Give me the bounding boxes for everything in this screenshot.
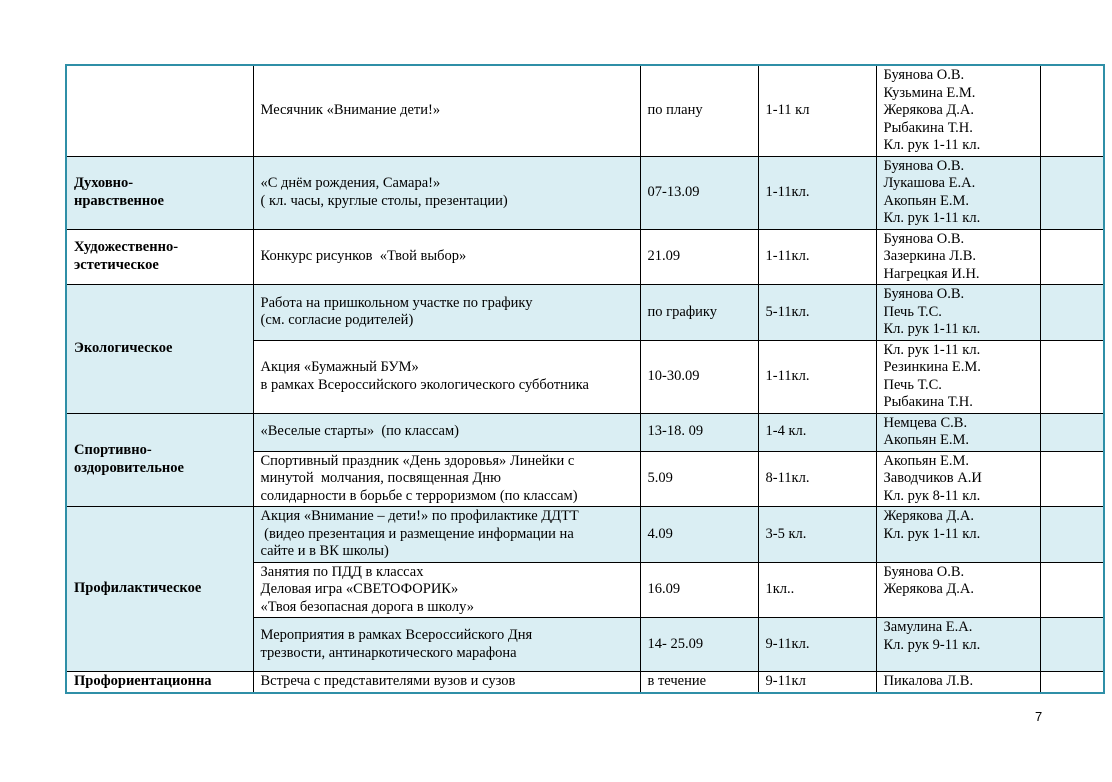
direction-cell: [66, 65, 253, 156]
responsible-cell-line: Жерякова Д.А.: [883, 508, 974, 524]
direction-cell: [66, 413, 253, 507]
direction-cell-line: Духовно-: [74, 175, 134, 191]
direction-cell-line: оздоровительное: [74, 459, 184, 476]
responsible-cell-line: Немцева С.В.: [883, 414, 968, 431]
responsible-cell-line: Жерякова Д.А.: [883, 581, 974, 597]
responsible-cell: [876, 672, 1040, 693]
event-cell: [253, 65, 640, 156]
responsible-cell-line: Кл. рук 8-11 кл.: [883, 487, 981, 504]
direction-cell-line: Спортивно-: [74, 442, 152, 459]
event-cell-line: Работа на пришкольном участке по графику: [260, 294, 533, 311]
responsible-cell-line: Акопьян Е.М.: [883, 452, 969, 469]
responsible-cell-line: Кл. рук 9-11 кл.: [883, 636, 981, 653]
empty-cell: [1040, 413, 1104, 451]
event-cell-line: «С днём рождения, Самара!»: [260, 175, 441, 191]
responsible-cell-line: Кл. рук 1-11 кл.: [883, 341, 981, 358]
empty-cell: [1040, 229, 1104, 285]
date-cell: 13-18. 09: [640, 413, 758, 451]
event-cell-line: Спортивный праздник «День здоровья» Линейки с: [260, 452, 575, 469]
date-cell: 16.09: [640, 562, 758, 618]
direction-cell-line: Художественно-: [74, 239, 179, 256]
table-row: [66, 156, 1104, 229]
responsible-cell: [876, 65, 1040, 156]
date-cell: 14- 25.09: [640, 618, 758, 672]
classes-cell: 3-5 кл.: [758, 507, 876, 563]
table-row: [66, 672, 1104, 693]
responsible-cell: [876, 229, 1040, 285]
direction-cell: [66, 229, 253, 285]
responsible-cell-line: Замулина Е.А.: [883, 619, 973, 635]
event-cell-line: Занятия по ПДД в классах: [260, 563, 424, 580]
responsible-cell-line: Акопьян Е.М.: [883, 192, 969, 209]
responsible-cell: [876, 340, 1040, 413]
event-cell: [253, 285, 640, 341]
responsible-cell-line: Буянова О.В.: [883, 67, 965, 83]
empty-cell: [1040, 618, 1104, 672]
date-cell: по графику: [640, 285, 758, 341]
classes-cell: 1-11 кл: [758, 65, 876, 156]
event-cell: [253, 451, 640, 507]
table-row: [66, 229, 1104, 285]
date-cell: 10-30.09: [640, 340, 758, 413]
responsible-cell-line: Кл. рук 1-11 кл.: [883, 525, 981, 542]
event-cell-line: ( кл. часы, круглые столы, презентации): [260, 192, 508, 209]
classes-cell: 9-11кл.: [758, 618, 876, 672]
classes-cell: 5-11кл.: [758, 285, 876, 341]
empty-cell: [1040, 156, 1104, 229]
empty-cell: [1040, 340, 1104, 413]
date-cell: по плану: [640, 65, 758, 156]
events-table: [65, 64, 1105, 694]
events-table-body: [66, 65, 1104, 693]
direction-cell: [66, 507, 253, 672]
responsible-cell-line: Буянова О.В.: [883, 157, 965, 174]
event-cell: [253, 672, 640, 693]
event-cell-line: трезвости, антинаркотического марафона: [260, 644, 517, 661]
responsible-cell-line: Резинкина Е.М.: [883, 359, 981, 375]
responsible-cell: [876, 413, 1040, 451]
responsible-cell-line: Кл. рук 1-11 кл.: [883, 210, 981, 226]
table-row: [66, 507, 1104, 563]
classes-cell: 1-11кл.: [758, 156, 876, 229]
event-cell-line: в рамках Всероссийского экологического субботника: [260, 376, 589, 393]
event-cell: [253, 413, 640, 451]
event-cell-line: Акция «Внимание – дети!» по профилактике ДДТТ: [260, 508, 579, 524]
event-cell-line: Конкурс рисунков «Твой выбор»: [260, 248, 467, 264]
event-cell-line: Деловая игра «СВЕТОФОРИК»: [260, 581, 459, 597]
event-cell-line: Мероприятия в рамках Всероссийского Дня: [260, 627, 533, 643]
responsible-cell: [876, 156, 1040, 229]
responsible-cell: [876, 451, 1040, 507]
date-cell: в течение: [640, 672, 758, 693]
classes-cell: 8-11кл.: [758, 451, 876, 507]
event-cell: [253, 229, 640, 285]
responsible-cell-line: Кл. рук 1-11 кл.: [883, 137, 981, 153]
responsible-cell-line: Рыбакина Т.Н.: [883, 119, 973, 136]
responsible-cell-line: Печь Т.С.: [883, 376, 942, 393]
empty-cell: [1040, 285, 1104, 341]
responsible-cell-line: Кузьмина Е.М.: [883, 84, 976, 101]
responsible-cell-line: Рыбакина Т.Н.: [883, 394, 973, 410]
event-cell: [253, 340, 640, 413]
event-cell-line: (видео презентация и размещение информации на: [260, 525, 574, 542]
event-cell-line: (см. согласие родителей): [260, 312, 414, 329]
classes-cell: 1-11кл.: [758, 340, 876, 413]
direction-cell-line: Профилактическое: [74, 580, 202, 597]
event-cell: [253, 156, 640, 229]
responsible-cell: [876, 285, 1040, 341]
event-cell-line: «Твоя безопасная дорога в школу»: [260, 598, 474, 615]
table-row: [66, 413, 1104, 451]
date-cell: 07-13.09: [640, 156, 758, 229]
empty-cell: [1040, 507, 1104, 563]
responsible-cell: [876, 507, 1040, 563]
event-cell: [253, 507, 640, 563]
responsible-cell-line: Пикалова Л.В.: [883, 673, 974, 689]
event-cell-line: сайте и в ВК школы): [260, 543, 389, 559]
empty-cell: [1040, 672, 1104, 693]
responsible-cell: [876, 618, 1040, 672]
event-cell-line: солидарности в борьбе с терроризмом (по классам): [260, 487, 578, 504]
responsible-cell-line: Буянова О.В.: [883, 563, 965, 580]
date-cell: 5.09: [640, 451, 758, 507]
responsible-cell-line: Буянова О.В.: [883, 286, 965, 302]
direction-cell-line: Экологическое: [74, 340, 173, 356]
responsible-cell-line: Лукашова Е.А.: [883, 175, 976, 191]
classes-cell: 1кл..: [758, 562, 876, 618]
page-number: 7: [1035, 709, 1043, 724]
responsible-cell-line: Заводчиков А.И: [883, 470, 982, 486]
direction-cell-line: Профориентационна: [74, 673, 212, 689]
classes-cell: 1-11кл.: [758, 229, 876, 285]
event-cell-line: Месячник «Внимание дети!»: [260, 102, 441, 118]
event-cell: [253, 562, 640, 618]
direction-cell: [66, 285, 253, 414]
direction-cell: [66, 672, 253, 693]
date-cell: 4.09: [640, 507, 758, 563]
responsible-cell-line: Нагрецкая И.Н.: [883, 265, 980, 282]
responsible-cell-line: Буянова О.В.: [883, 230, 965, 247]
responsible-cell-line: Акопьян Е.М.: [883, 432, 969, 448]
empty-cell: [1040, 451, 1104, 507]
responsible-cell: [876, 562, 1040, 618]
responsible-cell-line: Жерякова Д.А.: [883, 102, 974, 118]
direction-cell-line: нравственное: [74, 192, 164, 209]
responsible-cell-line: Печь Т.С.: [883, 303, 942, 320]
event-cell-line: Встреча с представителями вузов и сузов: [260, 673, 516, 689]
direction-cell: [66, 156, 253, 229]
classes-cell: 1-4 кл.: [758, 413, 876, 451]
date-cell: 21.09: [640, 229, 758, 285]
classes-cell: 9-11кл: [758, 672, 876, 693]
event-cell-line: минутой молчания, посвященная Дню: [260, 470, 501, 486]
responsible-cell-line: Кл. рук 1-11 кл.: [883, 321, 981, 337]
table-row: [66, 65, 1104, 156]
event-cell-line: Акция «Бумажный БУМ»: [260, 359, 419, 375]
empty-cell: [1040, 562, 1104, 618]
empty-cell: [1040, 65, 1104, 156]
responsible-cell-line: Зазеркина Л.В.: [883, 248, 976, 264]
direction-cell-line: эстетическое: [74, 256, 159, 273]
table-row: [66, 285, 1104, 341]
event-cell-line: «Веселые старты» (по классам): [260, 423, 459, 440]
event-cell: [253, 618, 640, 672]
